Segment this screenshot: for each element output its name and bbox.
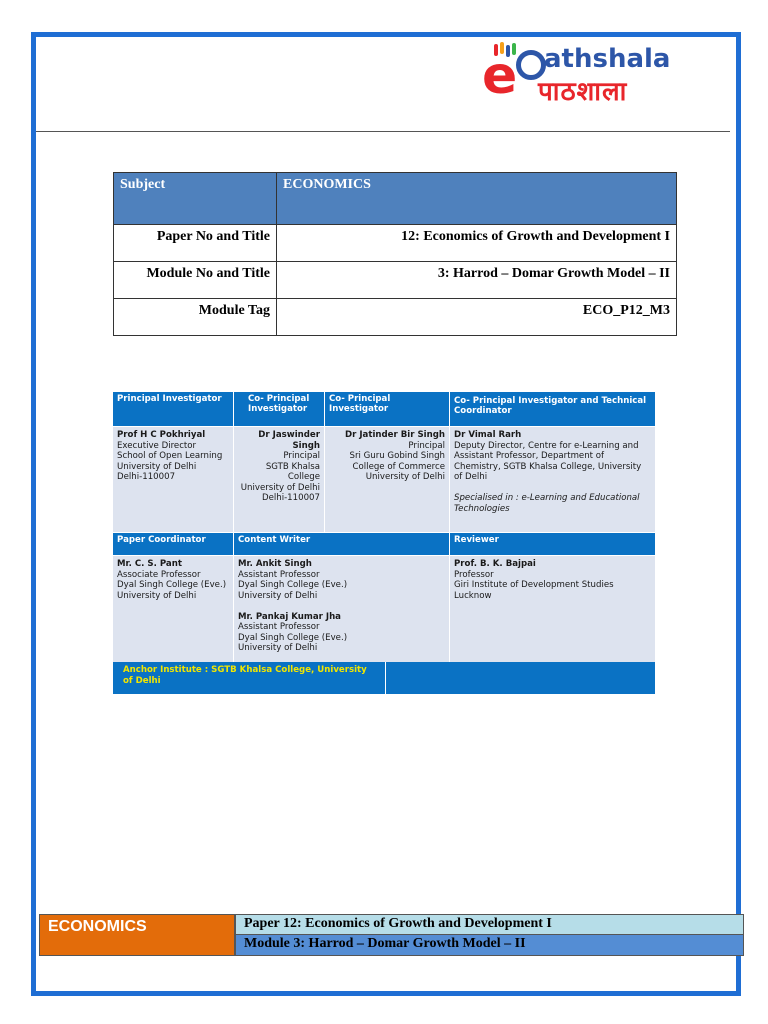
reviewer-name: Prof. B. K. Bajpai [454,559,536,569]
module-label: Module No and Title [114,262,277,299]
writer1-name: Mr. Ankit Singh [238,559,312,569]
footer-paper: Paper 12: Economics of Growth and Development I [235,914,744,935]
copi1-cell: Dr Jaswinder Singh Principal SGTB Khalsa College University of Delhi Delhi-110007 [234,427,324,532]
copi2-cell: Dr Jatinder Bir Singh Principal Sri Guru Gobind Singh College of Commerce University of Delhi [325,427,449,532]
logo-devanagari-text: पाठशाला [538,77,628,107]
paper-label: Paper No and Title [114,225,277,262]
paper-coordinator-header: Paper Coordinator [113,533,233,555]
copi-tech-name: Dr Vimal Rarh [454,430,522,440]
page-footer [39,914,744,956]
copi2-header: Co- Principal Investigator [325,392,449,426]
reviewer-header: Reviewer [450,533,655,555]
paper-coordinator-name: Mr. C. S. Pant [117,559,182,569]
epathshala-logo [480,42,708,112]
paper-coordinator-cell: Mr. C. S. Pant Associate Professor Dyal Singh College (Eve.) University of Delhi [113,556,233,662]
copi-tech-header: Co- Principal Investigator and Technical Coordinator [450,392,655,426]
module-value: 3: Harrod – Domar Growth Model – II [277,262,677,299]
anchor-institute: Anchor Institute : SGTB Khalsa College, University of Delhi [113,662,385,694]
pi-name: Prof H C Pokhriyal [117,430,206,440]
copi1-header: Co- Principal Investigator [234,392,324,426]
subject-label: Subject [114,173,277,225]
paper-value: 12: Economics of Growth and Development I [277,225,677,262]
logo-latin-text: athshala [544,44,671,74]
footer-module: Module 3: Harrod – Domar Growth Model – II [235,935,744,956]
copi1-name: Dr Jaswinder Singh [258,430,320,451]
subject-value: ECONOMICS [277,173,677,225]
table-row [114,225,677,262]
table-row [114,299,677,336]
content-writer-header: Content Writer [234,533,449,555]
writer2-name: Mr. Pankaj Kumar Jha [238,611,341,622]
logo-e-letter: e [482,46,518,106]
specialisation-note: Specialised in : e-Learning and Educational Technologies [454,493,640,514]
reviewer-cell: Prof. B. K. Bajpai Professor Giri Institute of Development Studies Lucknow [450,556,655,662]
copi-tech-cell: Dr Vimal Rarh Deputy Director, Centre for e-Learning and Assistant Professor, Department of Chemistry, SGTB Khalsa College, University of Delhi Specialised in : e-Learning and Educational Technologies [450,427,655,532]
content-writer-cell: Mr. Ankit Singh Assistant Professor Dyal Singh College (Eve.) University of Delhi Mr. Pankaj Kumar Jha Assistant Professor Dyal Singh College (Eve.) University of Delhi [234,556,449,662]
footer-subject: ECONOMICS [39,914,235,956]
anchor-row-filler [385,662,655,694]
module-tag-label: Module Tag [114,299,277,336]
credits-panel [113,392,655,694]
table-row [114,173,677,225]
pi-cell: Prof H C Pokhriyal Executive Director School of Open Learning University of Delhi Delhi-110007 [113,427,233,532]
copi2-name: Dr Jatinder Bir Singh [345,430,445,440]
module-info-table [113,172,677,336]
pi-header: Principal Investigator [113,392,233,426]
module-tag-value: ECO_P12_M3 [277,299,677,336]
table-row [114,262,677,299]
header-rule [36,131,730,132]
